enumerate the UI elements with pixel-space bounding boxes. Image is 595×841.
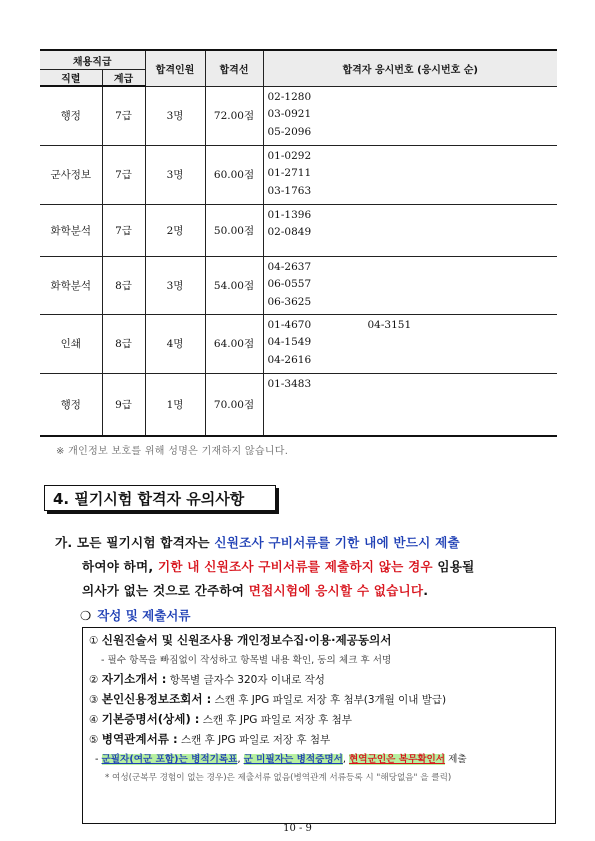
number-line xyxy=(268,376,554,394)
passers-cell: 2명 xyxy=(145,204,205,256)
active-duty-doc: 현역군인은 복무확인서 xyxy=(349,754,446,765)
doc-item-3 xyxy=(89,690,549,710)
applicant-number: 01-1396 xyxy=(267,208,312,221)
header-grade: 계급 xyxy=(102,70,145,87)
doc-title: 병역관계서류 : xyxy=(101,732,178,746)
grade-cell: 8급 xyxy=(102,256,145,314)
numbers-cell xyxy=(263,145,557,204)
female-note: * 여성(군복무 경험이 없는 경우)은 제출서류 없음(병역관계 서류등록 시 "해당없음" 을 클릭) xyxy=(105,773,452,783)
doc-item-1 xyxy=(89,631,549,651)
separator: , xyxy=(237,754,244,765)
job-cell: 행정 xyxy=(40,373,102,436)
number-line xyxy=(268,259,554,277)
doc-desc: 스캔 후 JPG 파일로 저장 후 첨부 xyxy=(199,714,352,726)
passers-cell: 3명 xyxy=(145,256,205,314)
doc-title: 본인신용정보조회서 : xyxy=(101,692,212,706)
grade-cell: 7급 xyxy=(102,86,145,145)
circle-bullet-icon: ❍ xyxy=(80,608,92,623)
para-text: 임용될 xyxy=(432,559,475,574)
applicant-number: 02-0849 xyxy=(267,226,312,238)
passers-cell: 3명 xyxy=(145,86,205,145)
passers-cell: 1명 xyxy=(145,373,205,436)
item-number: ⑤ xyxy=(89,734,99,746)
numbers-cell xyxy=(263,314,557,373)
table-row xyxy=(40,204,557,256)
numbers-cell xyxy=(263,256,557,314)
number-line xyxy=(268,224,554,242)
doc-desc: 항목별 글자수 320자 이내로 작성 xyxy=(166,674,325,686)
cutoff-cell: 50.00점 xyxy=(205,204,263,256)
numbers-cell xyxy=(263,373,557,436)
number-line xyxy=(268,207,554,225)
job-cell: 군사정보 xyxy=(40,145,102,204)
applicant-number: 01-3483 xyxy=(267,377,312,390)
table-row xyxy=(40,145,557,204)
para-warning: 면접시험에 응시할 수 없습니다 xyxy=(248,583,424,598)
subheading-label: 작성 및 제출서류 xyxy=(97,608,191,623)
number-line xyxy=(268,352,554,370)
notice-paragraph xyxy=(55,531,555,603)
applicant-number: 01-0292 xyxy=(267,149,312,162)
dash: - xyxy=(95,754,102,765)
doc-title: 자기소개서 : xyxy=(101,672,167,686)
grade-cell: 9급 xyxy=(102,373,145,436)
grade-cell: 7급 xyxy=(102,204,145,256)
documents-box xyxy=(82,627,556,824)
doc-item-2 xyxy=(89,670,549,690)
para-text: . xyxy=(423,583,429,598)
para-text: 하여야 하며, xyxy=(82,559,158,574)
table-row xyxy=(40,314,557,373)
applicant-number: 03-0921 xyxy=(267,108,312,120)
table-row xyxy=(40,373,557,436)
cutoff-cell: 60.00점 xyxy=(205,145,263,204)
number-line xyxy=(268,106,554,124)
military-exempt-doc: 군 미필자는 병적증명서 xyxy=(243,754,343,765)
applicant-number: 04-1549 xyxy=(267,336,312,348)
number-line xyxy=(268,89,554,107)
doc-title: 기본증명서(상세) : xyxy=(101,712,200,726)
table-body xyxy=(40,86,557,436)
cutoff-cell: 72.00점 xyxy=(205,86,263,145)
cutoff-cell: 54.00점 xyxy=(205,256,263,314)
grade-cell: 8급 xyxy=(102,314,145,373)
table-row xyxy=(40,256,557,314)
job-cell: 행정 xyxy=(40,86,102,145)
doc-desc: 스캔 후 JPG 파일로 저장 후 첨부(3개월 이내 발급) xyxy=(211,694,447,706)
job-cell: 화학분석 xyxy=(40,256,102,314)
number-line xyxy=(268,148,554,166)
doc-title: 신원진술서 및 신원조사용 개인정보수집·이용·제공동의서 xyxy=(101,633,392,647)
applicant-number: 06-0557 xyxy=(267,278,312,290)
submit-label: 제출 xyxy=(445,754,467,765)
applicant-number: 01-4670 xyxy=(267,318,312,331)
number-line xyxy=(268,183,554,201)
table-row xyxy=(40,86,557,145)
cutoff-cell: 70.00점 xyxy=(205,373,263,436)
header-job: 직렬 xyxy=(40,70,102,87)
item-number: ① xyxy=(89,635,99,647)
doc-desc: 스캔 후 JPG 파일로 저장 후 첨부 xyxy=(177,734,331,746)
para-warning: 기한 내 신원조사 구비서류를 제출하지 않는 경우 xyxy=(157,559,433,574)
item-number: ② xyxy=(89,674,99,686)
military-docs-note xyxy=(89,750,549,769)
numbers-cell xyxy=(263,86,557,145)
documents-subheading xyxy=(80,606,190,624)
numbers-cell xyxy=(263,204,557,256)
item-number: ③ xyxy=(89,694,99,706)
privacy-footnote: ※ 개인정보 보호를 위해 성명은 기재하지 않습니다. xyxy=(56,446,289,457)
applicant-number: 04-2616 xyxy=(267,353,312,366)
page-number: 10 - 9 xyxy=(283,823,312,834)
job-cell: 인쇄 xyxy=(40,314,102,373)
para-text: 가. 모든 필기시험 합격자는 xyxy=(55,535,215,550)
grade-cell: 7급 xyxy=(102,145,145,204)
section-title: 4. 필기시험 합격자 유의사항 xyxy=(44,485,276,511)
header-cutoff: 합격선 xyxy=(205,50,263,86)
passers-cell: 4명 xyxy=(145,314,205,373)
results-table xyxy=(40,49,557,437)
separator: , xyxy=(342,754,350,765)
passers-cell: 3명 xyxy=(145,145,205,204)
number-line xyxy=(268,165,554,183)
applicant-number: 01-2711 xyxy=(267,167,312,179)
header-numbers: 합격자 응시번호 (응시번호 순) xyxy=(263,50,557,86)
doc-item-1-note: - 필수 항목을 빠짐없이 작성하고 항목별 내용 확인, 동의 체크 후 서명 xyxy=(101,655,392,666)
doc-item-5 xyxy=(89,730,549,750)
header-group: 채용직급 xyxy=(40,50,145,70)
applicant-number: 06-3625 xyxy=(267,295,312,308)
para-emphasis: 신원조사 구비서류를 기한 내에 반드시 제출 xyxy=(214,535,460,550)
doc-item-4 xyxy=(89,710,549,730)
header-passers: 합격인원 xyxy=(145,50,205,86)
job-cell: 화학분석 xyxy=(40,204,102,256)
number-line xyxy=(268,124,554,142)
applicant-number: 03-1763 xyxy=(267,184,312,197)
cutoff-cell: 64.00점 xyxy=(205,314,263,373)
applicant-number: 05-2096 xyxy=(267,125,312,138)
applicant-number: 04-3151 xyxy=(367,318,412,331)
military-veteran-doc: 군필자(여군 포함)는 병적기록표 xyxy=(101,754,238,765)
applicant-number: 04-2637 xyxy=(267,260,312,273)
number-line xyxy=(268,317,554,335)
para-text: 의사가 없는 것으로 간주하여 xyxy=(82,583,249,598)
item-number: ④ xyxy=(89,714,99,726)
applicant-number: 02-1280 xyxy=(267,90,312,103)
number-line xyxy=(268,276,554,294)
number-line xyxy=(268,334,554,352)
number-line xyxy=(268,294,554,312)
